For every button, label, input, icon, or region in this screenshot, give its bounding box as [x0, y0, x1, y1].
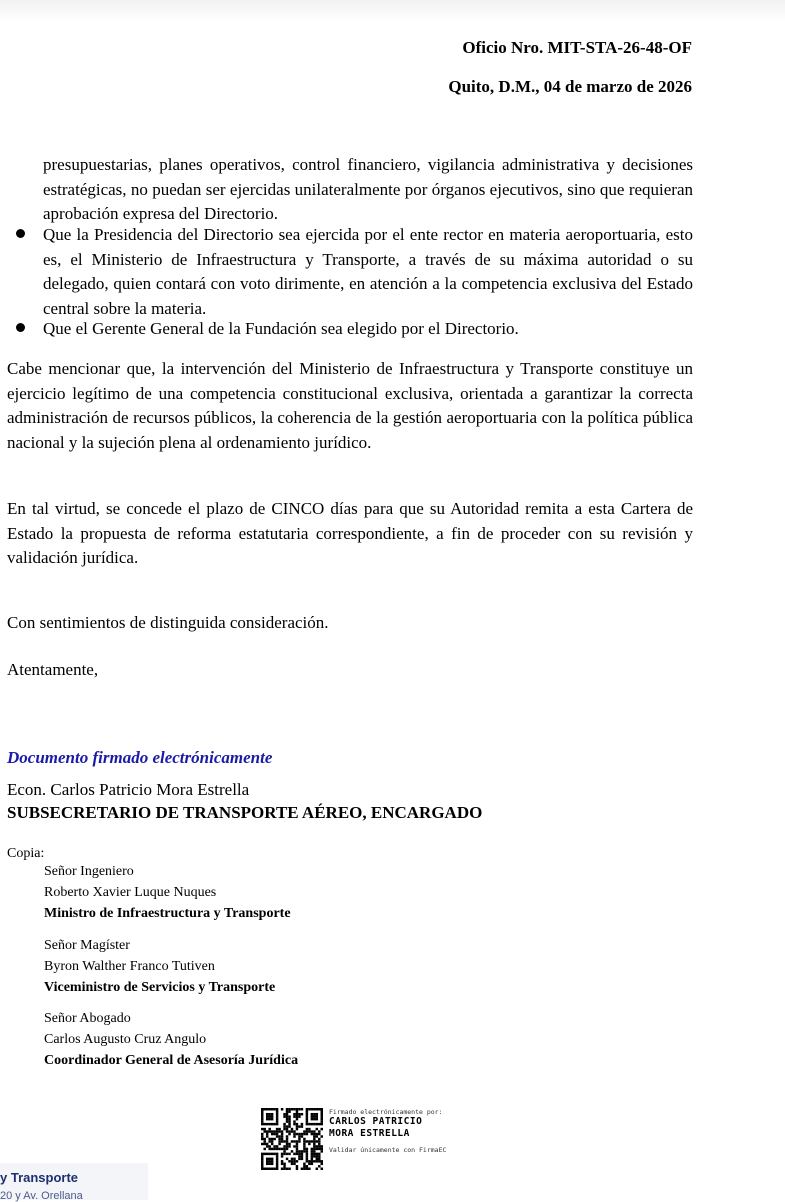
cc-role: Ministro de Infraestructura y Transporte — [44, 906, 291, 921]
cc-recipient-1 — [44, 861, 291, 924]
bullet-item-2: Que el Gerente General de la Fundación sea elegido por el Directorio. — [43, 319, 519, 338]
cc-recipient-3 — [44, 1008, 298, 1071]
cc-name: Byron Walther Franco Tutiven — [44, 959, 215, 974]
signer-name: Econ. Carlos Patricio Mora Estrella — [7, 780, 250, 799]
footer-ministry-name: y Transporte — [0, 1170, 79, 1185]
bullet-dot-1 — [16, 229, 25, 238]
signature-stamp — [329, 1108, 446, 1154]
cc-role: Coordinador General de Asesoría Jurídica — [44, 1053, 299, 1068]
cc-role: Viceministro de Servicios y Transporte — [44, 980, 276, 995]
cc-name: Carlos Augusto Cruz Angulo — [44, 1032, 207, 1047]
qr-code-icon — [261, 1108, 323, 1170]
footer-address: 20 y Av. Orellana — [0, 1190, 83, 1202]
electronic-signature-label: Documento firmado electrónicamente — [7, 748, 273, 767]
top-shadow — [0, 0, 785, 22]
stamp-name-line-1: CARLOS PATRICIO — [329, 1116, 423, 1127]
copia-label: Copia: — [7, 846, 45, 861]
stamp-name-line-2: MORA ESTRELLA — [329, 1128, 410, 1139]
cc-recipient-2 — [44, 935, 275, 998]
cc-salutation: Señor Magíster — [44, 938, 130, 953]
cc-name: Roberto Xavier Luque Nuques — [44, 885, 217, 900]
stamp-top-text: Firmado electrónicamente por: — [329, 1108, 443, 1116]
paragraph-deadline: En tal virtud, se concede el plazo de CINCO días para que su Autoridad remita a esta Cartera de Estado la propuesta de reforma estatutaria correspondiente, a fin de proceder con su revisión y validación jurídica. — [7, 499, 693, 567]
bullet-dot-2 — [16, 323, 25, 332]
signer-title: SUBSECRETARIO DE TRANSPORTE AÉREO, ENCARGADO — [7, 803, 483, 822]
continuation-text: presupuestarias, planes operativos, control financiero, vigilancia administrativa y decisiones estratégicas, no puedan ser ejercidas unilateralmente por órganos ejecutivos, sino que requieran aprobación expresa del Directorio. — [43, 155, 693, 223]
closing-line: Con sentimientos de distinguida consideración. — [7, 613, 329, 632]
cc-salutation: Señor Abogado — [44, 1011, 131, 1026]
bullet-item-1: Que la Presidencia del Directorio sea ejercida por el ente rector en materia aeroportuaria, esto es, el Ministerio de Infraestructura y Transporte, a través de su máxima autoridad o su delegado, quien contará con voto dirimente, en atención a la competencia exclusiva del Estado central sobre la materia. — [43, 225, 693, 318]
paragraph-intervention: Cabe mencionar que, la intervención del Ministerio de Infraestructura y Transporte constituye un ejercicio legítimo de una competencia constitucional exclusiva, orientada a garantizar la correcta administración de recursos públicos, la coherencia de la gestión aeroportuaria con la política pública nacional y la sujeción plena al ordenamiento jurídico. — [7, 359, 693, 452]
oficio-number: Oficio Nro. MIT-STA-26-48-OF — [462, 38, 692, 57]
salutation: Atentamente, — [7, 660, 99, 679]
document-date: Quito, D.M., 04 de marzo de 2026 — [448, 77, 692, 96]
stamp-bottom-text: Validar únicamente con FirmaEC — [329, 1146, 447, 1154]
cc-salutation: Señor Ingeniero — [44, 864, 134, 879]
